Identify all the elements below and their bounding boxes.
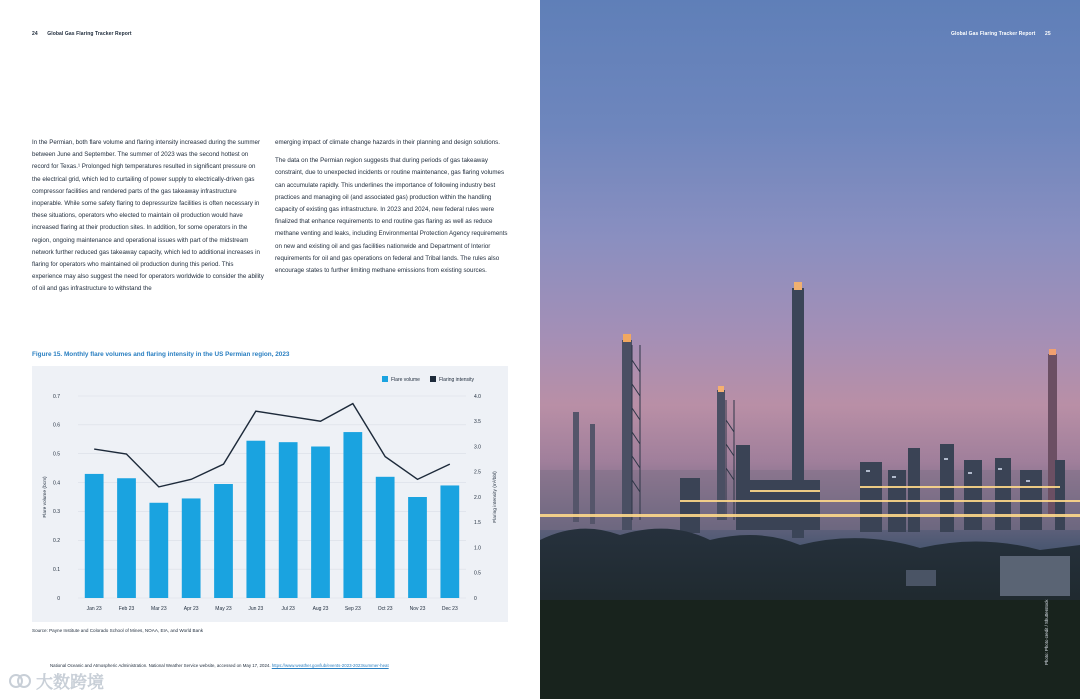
bar-flare-volume — [246, 441, 265, 598]
x-tick-label: Jan 23 — [86, 606, 102, 612]
x-tick-label: Mar 23 — [151, 606, 167, 612]
refinery-photo — [540, 0, 1080, 699]
right-page-photo — [540, 0, 1080, 699]
y-tick-label: 0 — [57, 595, 60, 602]
bar-flare-volume — [149, 503, 168, 598]
x-tick-label: Jul 23 — [281, 606, 295, 612]
body-column-right — [275, 137, 511, 283]
chart-container — [32, 366, 508, 622]
x-tick-label: Oct 23 — [377, 606, 393, 612]
y-tick-label: 0.1 — [53, 566, 60, 573]
y2-tick-label: 1.5 — [474, 520, 481, 527]
watermark-text: 大数跨境 — [36, 673, 104, 692]
y2-axis-title: Flaring intensity (m³/bbl) — [493, 471, 498, 523]
x-tick-label: May 23 — [215, 606, 232, 612]
y2-tick-label: 3.0 — [474, 444, 481, 451]
x-tick-label: Feb 23 — [118, 606, 135, 612]
x-tick-label: Jun 23 — [248, 606, 264, 612]
body-paragraph: emerging impact of climate change hazards in their planning and design solutions. — [275, 139, 500, 146]
body-paragraph: The data on the Permian region suggests that during periods of gas takeaway constraint, due to unexpected incidents or routine maintenance, gas flaring volumes can accumulate rapidly. This underlines the importance of following industry best practices and managing oil (and associated gas) production within the handling capacity of existing gas infrastructure. In 2023 and 2024, new federal rules were finalized that enhance requirements to end routine gas flaring as well as reduce methane venting and leaks, including Environmental Protection Agency requirements on new and existing oil and gas facilities nationwide and Department of Interior requirements for oil and gas operations on federal and Tribal lands. The rules also encourage states to further limiting methane emissions from existing sources. — [275, 157, 508, 275]
legend-label-flaring-intensity: Flaring intensity — [439, 377, 475, 383]
y-axis-title: Flare volume (bcm) — [43, 476, 48, 518]
watermark-logo-icon — [8, 671, 32, 691]
bar-flare-volume — [440, 485, 459, 598]
footnote-link[interactable]: https://www.weather.gov/lub/events-2023-2023summer-heat — [271, 663, 389, 668]
legend-swatch-flaring-intensity — [430, 376, 436, 382]
left-header — [32, 31, 132, 37]
bar-flare-volume — [85, 474, 104, 598]
left-page-number: 24 — [32, 31, 38, 37]
left-header-title: Global Gas Flaring Tracker Report — [47, 31, 132, 37]
line-flaring-intensity — [94, 404, 450, 487]
y2-tick-label: 4.0 — [474, 393, 481, 400]
x-tick-label: Dec 23 — [441, 606, 458, 612]
bar-flare-volume — [182, 498, 201, 598]
bar-flare-volume — [279, 442, 298, 598]
combo-chart — [32, 366, 508, 622]
footnote-text: National Oceanic and Atmospheric Administration. National Weather Service website, accessed on May 17, 2024. — [50, 663, 272, 668]
y2-tick-label: 0 — [474, 595, 477, 602]
bar-flare-volume — [376, 477, 395, 598]
watermark — [8, 668, 104, 693]
y-tick-label: 0.4 — [53, 480, 60, 487]
y2-tick-label: 3.5 — [474, 419, 481, 426]
bar-flare-volume — [117, 478, 136, 598]
y2-tick-label: 0.5 — [474, 570, 481, 577]
x-tick-label: Nov 23 — [409, 606, 426, 612]
right-page-number: 25 — [1044, 31, 1051, 37]
figure-title: Figure 15. Monthly flare volumes and flaring intensity in the US Permian region, 2023 — [32, 351, 290, 358]
y2-tick-label: 2.0 — [474, 494, 481, 501]
y-tick-label: 0.5 — [53, 451, 60, 458]
y-tick-label: 0.6 — [53, 422, 60, 429]
x-tick-label: Apr 23 — [183, 606, 199, 612]
photo-credit: Photo: Photo credit / Shutterstock — [1044, 599, 1049, 665]
bar-flare-volume — [408, 497, 427, 598]
legend-label-flare-volume: Flare volume — [391, 377, 420, 383]
y-tick-label: 0.7 — [53, 393, 60, 400]
body-column-left — [32, 137, 264, 302]
bar-flare-volume — [343, 432, 362, 598]
y-tick-label: 0.2 — [53, 538, 60, 545]
y-tick-label: 0.3 — [53, 509, 60, 516]
y2-tick-label: 1.0 — [474, 545, 481, 552]
body-paragraph: In the Permian, both flare volume and flaring intensity increased during the summer between June and September. The summer of 2023 was the second hottest on record for Texas.¹ Prolonged high temperatures resulted in significant pressure on the electrical grid, which led to curtailing of power supply to electrically-driven gas compressor facilities and rendered parts of the gas takeaway infrastructure inoperable. While some safety flaring to depressurize facilities is often necessary in these situations, operators who elected to maintain oil production would have increased flaring at their production sites. In addition, for some operators in the region, ongoing maintenance and operational issues with part of the midstream network further reduced gas takeaway capacity, which led to additional increases in flaring for operators who maintained oil production during this period. This experience may also suggest the need for operators worldwide to consider the ability of oil and gas infrastructure to withstand the — [32, 139, 264, 293]
x-tick-label: Aug 23 — [312, 606, 329, 612]
legend-swatch-flare-volume — [382, 376, 388, 382]
right-header — [951, 31, 1051, 37]
bar-flare-volume — [311, 447, 330, 599]
x-tick-label: Sep 23 — [344, 606, 361, 612]
y2-tick-label: 2.5 — [474, 469, 481, 476]
right-header-title: Global Gas Flaring Tracker Report — [951, 31, 1036, 37]
bar-flare-volume — [214, 484, 233, 598]
figure-source: Source: Payne Institute and Colorado School of Mines, NOAA, EIA, and World Bank — [32, 628, 203, 633]
